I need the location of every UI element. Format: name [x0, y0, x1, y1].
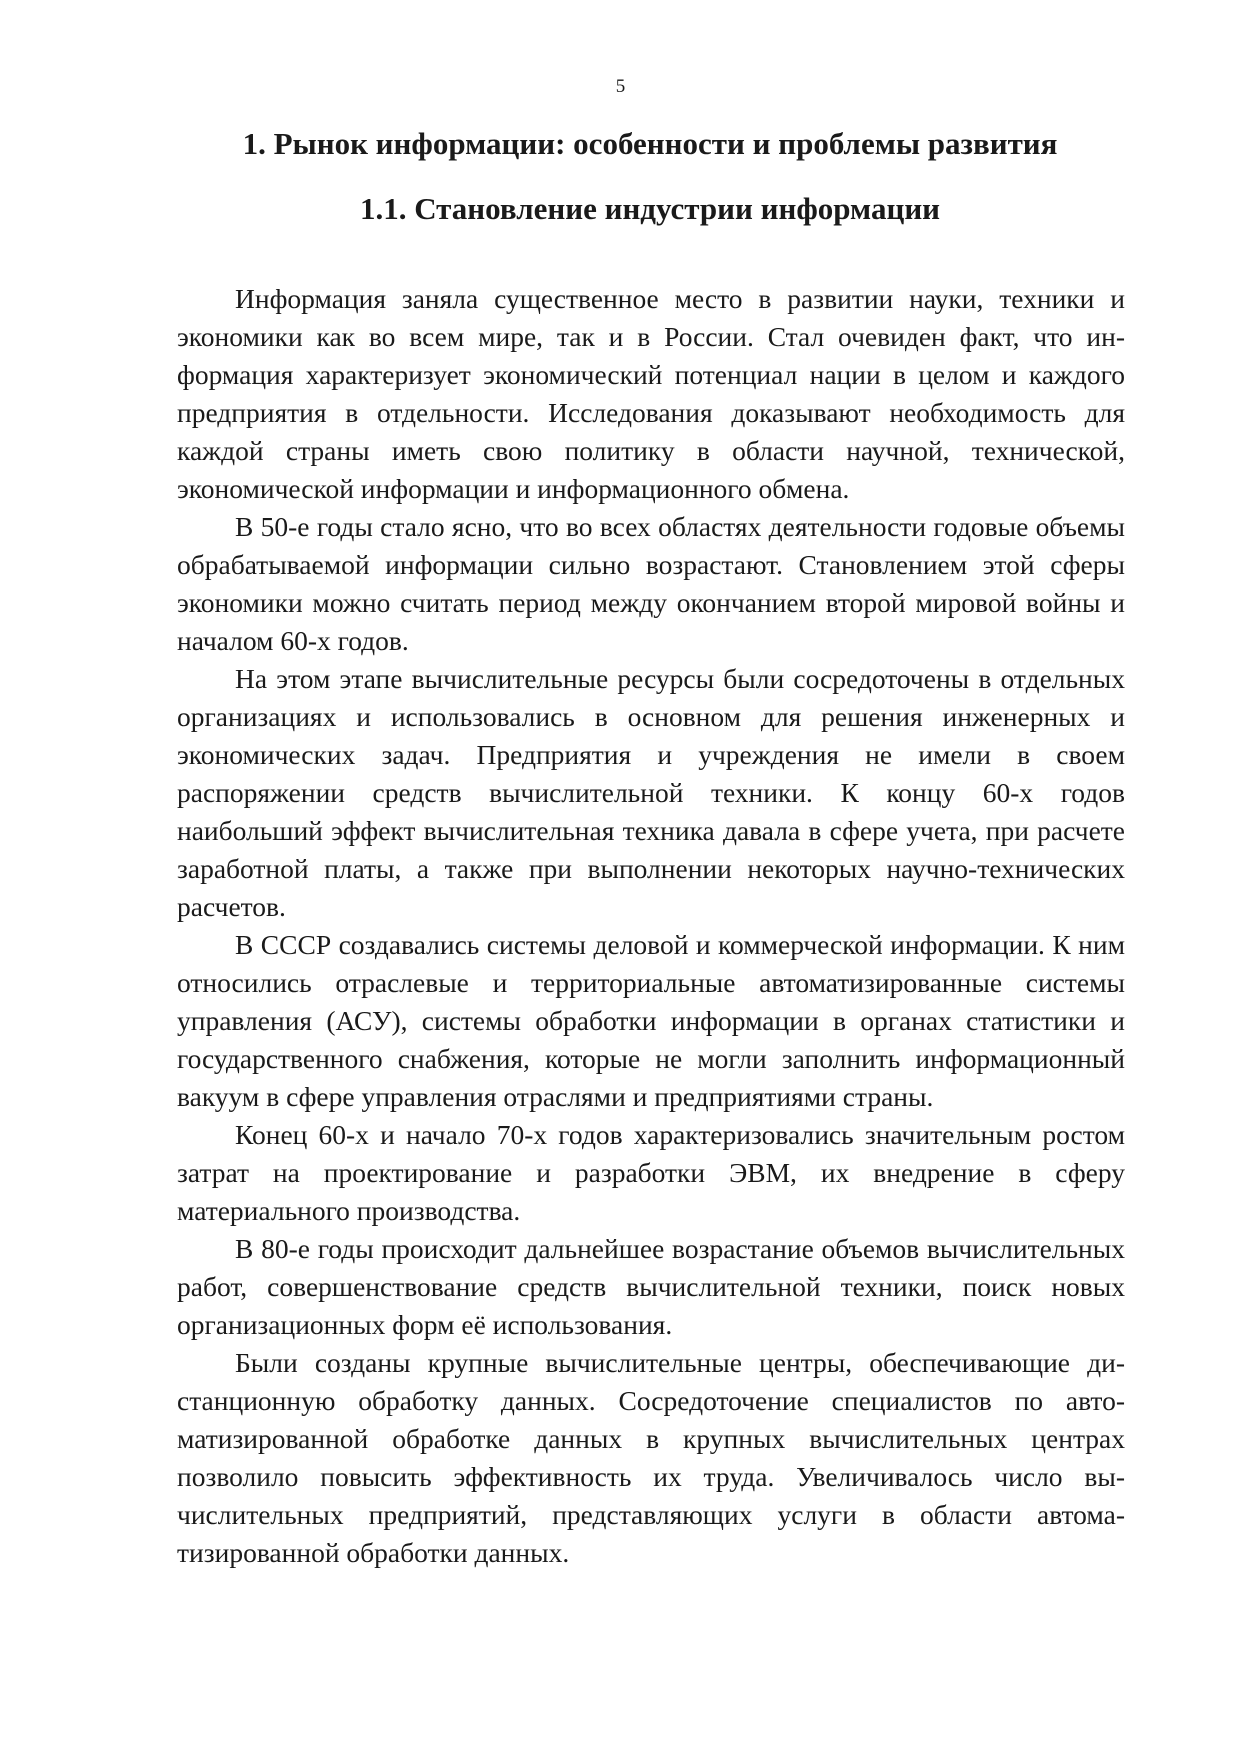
chapter-title: 1. Рынок информации: особенности и проблемы развития [242, 126, 1058, 161]
paragraph-5: Конец 60-х и начало 70-х годов характеризовались значительным ростом затрат на проектирование и разработки ЭВМ, их внедрение в сферу материального производства. [177, 1119, 1125, 1226]
section-title: 1.1. Становление индустрии информации [359, 191, 941, 226]
paragraph-6: В 80-е годы происходит дальнейшее возрастание объемов вычислительных работ, совершенствование средств вычислительной техники, поиск новых организационных форм её использования. [177, 1233, 1125, 1340]
body-text [177, 280, 1125, 1572]
paragraph-2: В 50-е годы стало ясно, что во всех областях деятельности годовые объемы обрабатываемой информации сильно возрастают. Становлением этой сферы экономики можно считать период между окончанием второй мировой войны и началом 60-х годов. [177, 511, 1125, 656]
page-number: 5 [615, 76, 626, 97]
paragraph-4: В СССР создавались системы деловой и коммерческой информации. К ним относились отраслевые и территориальные автоматизированные системы управления (АСУ), системы обработки информации в органах статистики и государственного снабжения, которые не могли заполнить информационный вакуум в сфере управления отраслями и предприятиями страны. [177, 929, 1125, 1112]
paragraph-3: На этом этапе вычислительные ресурсы были сосредоточены в отдельных организациях и использовались в основном для решения инженерных и экономических задач. Предприятия и учреждения не имели в своем распоряжении средств вычислительной техники. К концу 60-х годов наибольший эффект вычислительная техника давала в сфере учета, при расчете заработной платы, а также при выполнении некоторых научно-технических расчетов. [177, 663, 1125, 922]
paragraph-7: Были созданы крупные вычислительные центры, обеспечивающие дистанционную обработку данных. Сосредоточение специалистов по автоматизированной обработке данных в крупных вычислительных центрах позволило повысить эффективность их труда. Увеличивалось число вычислительных предприятий, представляющих услуги в области автоматизированной обработки данных. [177, 1347, 1125, 1568]
paragraph-1: Информация заняла существенное место в развитии науки, техники и экономики как во всем мире, так и в России. Стал очевиден факт, что информация характеризует экономический потенциал нации в целом и каждого предприятия в отдельности. Исследования доказывают необходимость для каждой страны иметь свою политику в области научной, технической, экономической информации и информационного обмена. [177, 283, 1125, 504]
